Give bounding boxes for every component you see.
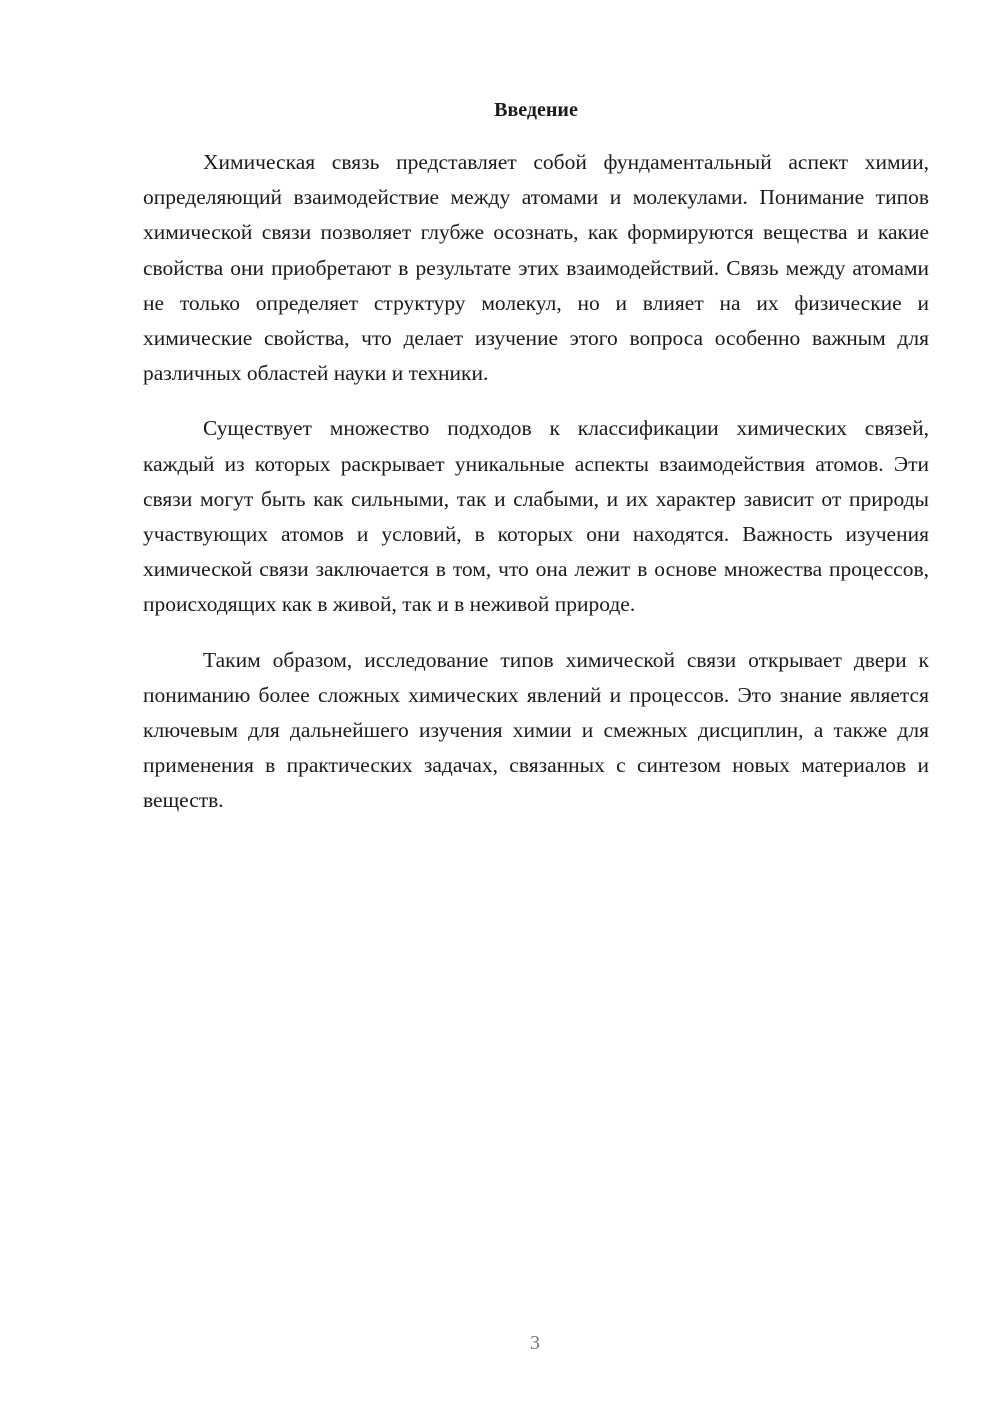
paragraph-2: Существует множество подходов к классификации химических связей, каждый из которых раскрывает уникальные аспекты взаимодействия атомов. Эти связи могут быть как сильными, так и слабыми, и их характер зависит от природы участвующих атомов и условий, в которых они находятся. Важность изучения химической связи заключается в том, что она лежит в основе множества процессов, происходящих как в живой, так и в неживой природе.	[143, 416, 929, 617]
paragraph-3: Таким образом, исследование типов химической связи открывает двери к пониманию более сложных химических явлений и процессов. Это знание является ключевым для дальнейшего изучения химии и смежных дисциплин, а также для применения в практических задачах, связанных с синтезом новых материалов и веществ.	[143, 647, 929, 813]
section-title: Введение	[494, 99, 578, 121]
page-number: 3	[530, 1332, 540, 1354]
page-content	[143, 95, 929, 839]
paragraph-1: Химическая связь представляет собой фундаментальный аспект химии, определяющий взаимодействие между атомами и молекулами. Понимание типов химической связи позволяет глубже осознать, как формируются вещества и какие свойства они приобретают в результате этих взаимодействий. Связь между атомами не только определяет структуру молекул, но и влияет на их физические и химические свойства, что делает изучение этого вопроса особенно важным для различных областей науки и техники.	[143, 150, 929, 386]
